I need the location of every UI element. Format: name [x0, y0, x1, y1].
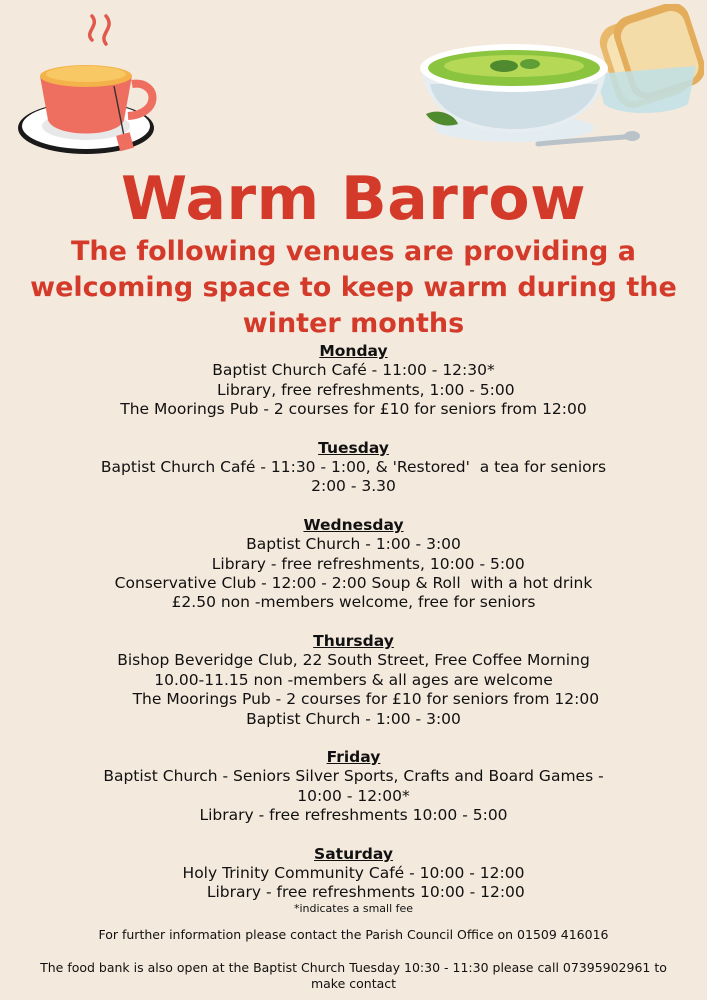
- venue-line: Baptist Church - 1:00 - 3:00: [246, 535, 461, 554]
- day-heading: Thursday: [313, 631, 394, 650]
- day-heading: Wednesday: [303, 515, 404, 534]
- soup-bowl-icon: [418, 4, 704, 164]
- day-heading: Monday: [319, 342, 388, 360]
- venue-line: Library - free refreshments, 10:00 - 5:00: [182, 554, 525, 573]
- venue-line: Library, free refreshments, 1:00 - 5:00: [192, 380, 515, 399]
- day-heading: Tuesday: [318, 438, 389, 457]
- teacup-icon: [14, 10, 174, 160]
- venue-line: Baptist Church - 1:00 - 3:00: [246, 709, 461, 728]
- page-subtitle: The following venues are providing a welcoming space to keep warm during the winter months: [30, 236, 677, 339]
- fee-note: *indicates a small fee: [293, 901, 414, 915]
- venue-line: Baptist Church - Seniors Silver Sports, Crafts and Board Games -: [103, 767, 604, 786]
- day-heading: Saturday: [314, 844, 393, 863]
- venue-line: Holy Trinity Community Café - 10:00 - 12:00: [182, 863, 525, 882]
- food-bank-info: The food bank is also open at the Baptist Church Tuesday 10:30 - 11:30 please call 07395902961 to make contact: [40, 960, 667, 991]
- day-section-tuesday: [0, 439, 707, 497]
- contact-info: For further information please contact the Parish Council Office on 01509 416016: [98, 927, 609, 942]
- venue-line: The Moorings Pub - 2 courses for £10 for seniors from 12:00: [107, 690, 600, 709]
- day-section-saturday: [0, 845, 707, 916]
- page-title: Warm Barrow: [120, 164, 587, 234]
- day-section-wednesday: [0, 516, 707, 613]
- venue-line: Library - free refreshments 10:00 - 12:00: [182, 883, 525, 902]
- venue-line: 2:00 - 3.30: [311, 477, 396, 496]
- venue-line: 10.00-11.15 non -members & all ages are welcome: [154, 670, 553, 689]
- venue-line: Conservative Club - 12:00 - 2:00 Soup & Roll with a hot drink: [114, 574, 593, 593]
- day-heading: Friday: [326, 747, 381, 766]
- day-section-friday: [0, 748, 707, 826]
- day-section-monday: [0, 342, 707, 420]
- venue-line: Baptist Church Café - 11:30 - 1:00, & 'Restored' a tea for seniors: [100, 458, 607, 477]
- venue-line: Library - free refreshments 10:00 - 5:00: [199, 806, 508, 825]
- venue-line: 10:00 - 12:00*: [297, 786, 410, 805]
- venue-line: £2.50 non -members welcome, free for seniors: [171, 593, 536, 612]
- venue-line: Baptist Church Café - 11:00 - 12:30*: [212, 361, 495, 380]
- venue-line: The Moorings Pub - 2 courses for £10 for seniors from 12:00: [120, 400, 587, 419]
- schedule: [0, 342, 707, 935]
- venue-line: Bishop Beveridge Club, 22 South Street, Free Coffee Morning: [117, 651, 590, 670]
- day-section-thursday: [0, 632, 707, 729]
